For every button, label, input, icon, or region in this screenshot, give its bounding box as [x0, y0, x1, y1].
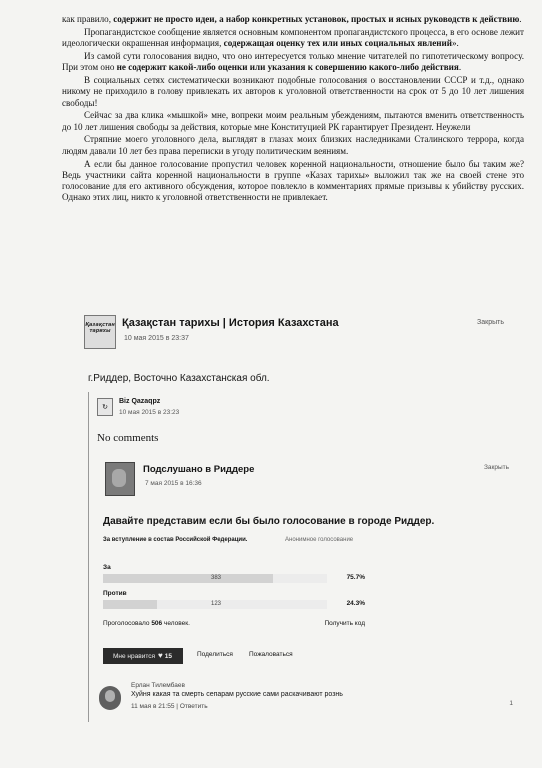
- voted-prefix: Проголосовало: [103, 620, 150, 627]
- comment-time[interactable]: 11 мая в 21:55: [131, 703, 175, 710]
- comment-avatar[interactable]: [99, 686, 121, 710]
- share-date[interactable]: 10 мая 2015 в 23:23: [119, 409, 180, 416]
- poll-option-count: 123: [211, 601, 222, 607]
- poll-get-code-link[interactable]: Получить код: [324, 620, 365, 627]
- poll-bar-track: [103, 574, 327, 583]
- poll-question: Давайте представим если бы было голосование в городе Риддер.: [103, 516, 435, 527]
- poll-bar-fill: [103, 600, 157, 609]
- share-author-name[interactable]: Biz Qazaqpz: [119, 398, 161, 405]
- paragraph-2: Пропагандистское сообщение является основным компонентом пропагандистского процесса, в его основе лежит идеологически окрашенная информация, содержащая оценку тех или иных социальных явлений».: [62, 26, 524, 49]
- comment-like-count[interactable]: 1: [509, 700, 513, 707]
- document-text: [62, 14, 524, 205]
- poll-option-percent: 75.7%: [346, 574, 365, 581]
- repost-avatar[interactable]: [105, 462, 135, 496]
- share-avatar[interactable]: ↻: [97, 398, 113, 416]
- like-label: Мне нравится: [113, 653, 156, 660]
- group-logo-text: Қазақстан тарихы: [85, 322, 115, 334]
- paragraph-7: А если бы данное голосование пропустил человек коренной национальности, отношение было бы таким же? Ведь участники сайта коренной национальности в группе «Казах тарихы» выложил так же на своей стене это голосование для его активного обсуждения, которое повлекло в комментариях прямые призывы к убийству русских. Однако этих лиц, никто к уголовной ответственности не привлекает.: [62, 158, 524, 203]
- comment-item: [99, 682, 513, 716]
- poll-option-for[interactable]: [103, 564, 365, 588]
- voted-count: 506: [151, 620, 163, 627]
- comment-author[interactable]: Ерлан Тилембаев: [131, 682, 185, 689]
- post-header: [84, 315, 504, 355]
- poll-option-label: Против: [103, 590, 127, 597]
- share-link[interactable]: Поделиться: [197, 651, 233, 658]
- poll-type-label: Анонимное голосование: [285, 537, 354, 543]
- post-location-text: г.Риддер, Восточно Казахстанская обл.: [88, 373, 270, 384]
- shared-post: [88, 392, 517, 722]
- heart-icon: ♥: [158, 651, 163, 660]
- repost-title[interactable]: Подслушано в Риддере: [143, 464, 255, 475]
- poll-option-count: 383: [211, 575, 222, 581]
- voted-suffix: человек.: [163, 620, 190, 627]
- paragraph-4: В социальных сетях систематически возникают подобные голосования о восстановлении СССР и т.д., однако никому не приходило в голову привлекать их авторов к уголовной ответственности на срок от 5 до 10 лет лишения свободы!: [62, 74, 524, 108]
- comment-meta: 11 мая в 21:55 | Ответить: [131, 703, 208, 710]
- poll-option-against[interactable]: [103, 590, 365, 614]
- poll-vote-total: [103, 620, 190, 627]
- poll-bar-track: [103, 600, 327, 609]
- paragraph-6: Стряпние моего уголовного дела, выглядят в глазах моих близких наследниками Сталинского террора, когда людям давали 10 лет без права переписки в угоду политическим веяниям.: [62, 134, 524, 156]
- group-logo[interactable]: [84, 315, 116, 349]
- complain-link[interactable]: Пожаловаться: [249, 651, 293, 658]
- paragraph-1: как правило, содержит не просто идеи, а набор конкретных установок, простых и ясных руководств к действию.: [62, 14, 522, 24]
- like-count: 15: [164, 653, 172, 660]
- no-comments-label: No comments: [97, 432, 159, 444]
- post-date[interactable]: 10 мая 2015 в 23:37: [124, 335, 189, 342]
- reposted-post: [105, 462, 509, 562]
- post-close-link[interactable]: Закрыть: [477, 319, 504, 326]
- poll-bar-fill: [103, 574, 273, 583]
- poll-footer: [103, 620, 365, 632]
- comment-text: Хуйня какая та смерть сепарам русские сами раскачивают рознь: [131, 691, 343, 698]
- paragraph-3: Из самой сути голосования видно, что оно интересуется только мнение читателей по гипотетическому вопросу. При этом оно не содержит какой-либо оценки или указания к совершению какого-либо действия.: [62, 50, 524, 73]
- comment-reply-link[interactable]: Ответить: [179, 703, 208, 710]
- repost-close-link[interactable]: Закрыть: [483, 464, 509, 471]
- paragraph-5: Сейчас за два клика «мышкой» мне, вопреки моим реальным убеждениям, пытаются вменить ответственность до 10 лет лишения свободы за действия, которые мне Конституцией РК гарантирует Президент. Неужели: [62, 110, 524, 132]
- like-button[interactable]: [103, 648, 183, 664]
- repost-date[interactable]: 7 мая 2015 в 16:36: [145, 480, 202, 487]
- poll-option-percent: 24.3%: [346, 600, 365, 607]
- poll-topic: За вступление в состав Российской Федерации.: [103, 537, 248, 543]
- poll-option-label: За: [103, 564, 111, 571]
- post-title[interactable]: Қазақстан тарихы | История Казахстана: [122, 317, 339, 329]
